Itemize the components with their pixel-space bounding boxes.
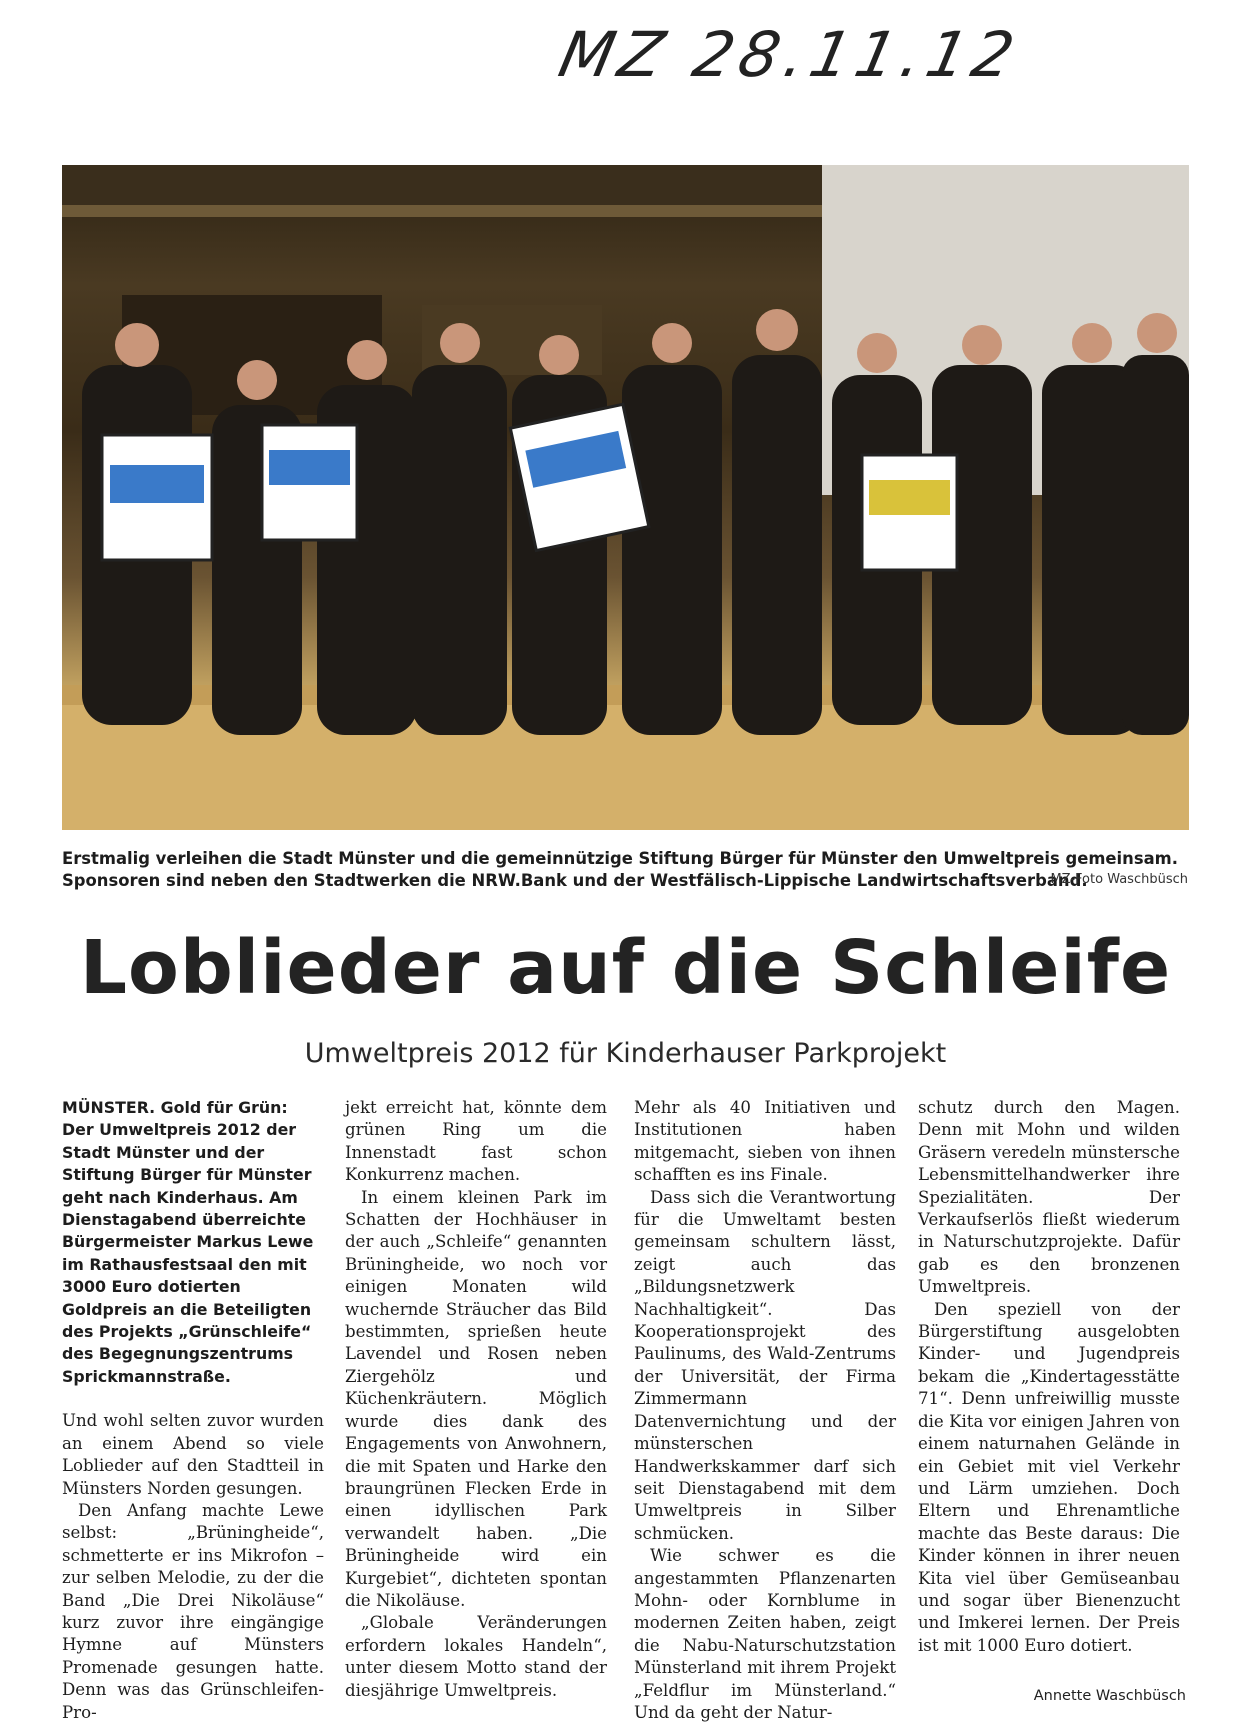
paragraph: In einem kleinen Park im Schatten der Hochhäuser in der auch „Schleife“ genannten Brüningheide, wo noch vor einigen Monaten wild wuchernde Sträucher das Bild bestimmten, sprießen heute Lavendel und Rosen neben Ziergehölz und Küchenkräutern. Möglich wurde dies dank des Engagements von Anwohnern, die mit Spaten und Harke den braungrünen Flecken Erde in einen idyllischen Park verwandelt haben. „Die Brüningheide wird ein Kurgebiet“, dichteten spontan die Nikoläuse. <box>345 1187 607 1610</box>
article-column-2 <box>345 1097 607 1702</box>
paragraph: Den speziell von der Bürgerstiftung ausgelobten Kinder- und Jugendpreis bekam die „Kindertagesstätte 71“. Denn unfreiwillig musste die Kita vor einigen Jahren von einem naturnahen Gelände in ein Gebiet mit viel Verkehr und Lärm umziehen. Doch Eltern und Ehrenamtliche machte das Beste daraus: Die Kinder können in ihrer neuen Kita viel über Gemüseanbau und sogar über Bienenzucht und Imkerei lernen. Der Preis ist mit 1000 Euro dotiert. <box>918 1299 1180 1655</box>
paragraph: jekt erreicht hat, könnte dem grünen Ring um die Innenstadt fast schon Konkurrenz machen. <box>345 1098 607 1185</box>
subheadline: Umweltpreis 2012 für Kinderhauser Parkprojekt <box>304 1038 947 1069</box>
paragraph: „Globale Veränderungen erfordern lokales Handeln“, unter diesem Motto stand der diesjährige Umweltpreis. <box>345 1613 607 1700</box>
article-column-1 <box>62 1097 324 1724</box>
group-photo-image <box>62 165 1189 830</box>
paragraph: Und wohl selten zuvor wurden an einem Abend so viele Loblieder auf den Stadtteil in Münsters Norden gesungen. <box>62 1411 324 1498</box>
paragraph: Den Anfang machte Lewe selbst: „Brüningheide“, schmetterte er ins Mikrofon – zur selben Melodie, zu der die Band „Die Drei Nikoläuse“ kurz zuvor ihre eingängige Hymne auf Münsters Promenade gesungen hatte. Denn was das Grünschleifen-Pro- <box>62 1500 324 1722</box>
paragraph: Mehr als 40 Initiativen und Institutionen haben mitgemacht, sieben von ihnen schafften es ins Finale. <box>634 1098 896 1185</box>
article-column-4 <box>918 1097 1180 1657</box>
headline: Loblieder auf die Schleife <box>79 925 1172 1011</box>
paragraph: Dass sich die Verantwortung für die Umweltamt besten gemeinsam schultern lässt, zeigt auch das „Bildungsnetzwerk Nachhaltigkeit“. Das Kooperationsprojekt des Paulinums, des Wald-Zentrums der Universität, der Firma Zimmermann Datenvernichtung und der münsterschen Handwerkskammer darf sich seit Dienstagabend mit dem Umweltpreis in Silber schmücken. <box>634 1187 896 1543</box>
photo-credit: MZ-Foto Waschbüsch <box>1050 872 1188 887</box>
article-column-3 <box>634 1097 896 1724</box>
paragraph: schutz durch den Magen. Denn mit Mohn und wilden Gräsern veredeln münstersche Lebensmittelhandwerker ihre Spezialitäten. Der Verkaufserlös fließt wiederum in Naturschutzprojekte. Dafür gab es den bronzenen Umweltpreis. <box>918 1098 1180 1297</box>
photo-caption: Erstmalig verleihen die Stadt Münster und die gemeinnützige Stiftung Bürger für Münster den Umweltpreis gemeinsam. Sponsoren sind neben den Stadtwerken die NRW.Bank und der Westfälisch-Lippische Landwirtschaftsverband. <box>62 849 1178 890</box>
paragraph: Wie schwer es die angestammten Pflanzenarten Mohn- oder Kornblume in modernen Zeiten haben, zeigt die Nabu-Naturschutzstation Münsterland mit ihrem Projekt „Feldflur im Münsterland.“ Und da geht der Natur- <box>634 1546 896 1722</box>
handwritten-date-stamp: MZ 28.11.12 <box>552 18 1027 91</box>
article-lead: MÜNSTER. Gold für Grün: Der Umweltpreis 2012 der Stadt Münster und der Stiftung Bürger für Münster geht nach Kinderhaus. Am Dienstagabend überreichte Bürgermeister Markus Lewe im Rathausfestsaal den mit 3000 Euro dotierten Goldpreis an die Beteiligten des Projekts „Grünschleife“ des Begegnungszentrums Sprickmannstraße. <box>62 1098 314 1386</box>
author-byline: Annette Waschbüsch <box>1033 1688 1186 1704</box>
group-photo <box>62 165 1189 830</box>
